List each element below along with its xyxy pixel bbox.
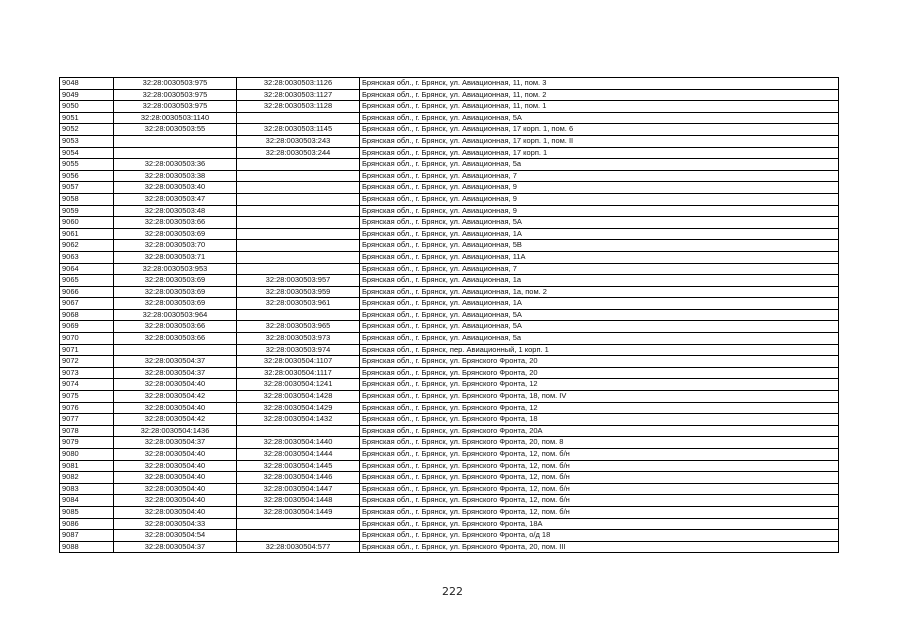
row-number-cell: 9065 <box>60 275 114 287</box>
table-row <box>60 367 839 379</box>
cadastral-number-cell: 32:28:0030504:33 <box>114 518 237 530</box>
object-cadastral-number-cell <box>237 205 360 217</box>
cadastral-number-cell: 32:28:0030504:40 <box>114 379 237 391</box>
object-cadastral-number-cell <box>237 425 360 437</box>
row-number-cell: 9062 <box>60 240 114 252</box>
row-number-cell: 9084 <box>60 495 114 507</box>
address-cell: Брянская обл., г. Брянск, ул. Авиационная, 1А <box>360 228 839 240</box>
cadastral-number-cell: 32:28:0030504:40 <box>114 449 237 461</box>
address-cell: Брянская обл., г. Брянск, ул. Авиационная, 5А <box>360 217 839 229</box>
cadastral-number-cell: 32:28:0030503:953 <box>114 263 237 275</box>
address-cell: Брянская обл., г. Брянск, ул. Брянского Фронта, 12, пом. б/н <box>360 506 839 518</box>
cadastral-number-cell: 32:28:0030503:69 <box>114 228 237 240</box>
table-row <box>60 379 839 391</box>
table-row <box>60 449 839 461</box>
object-cadastral-number-cell: 32:28:0030503:961 <box>237 298 360 310</box>
table-row <box>60 321 839 333</box>
address-cell: Брянская обл., г. Брянск, ул. Авиационная, 17 корп. 1, пом. 6 <box>360 124 839 136</box>
cadastral-number-cell: 32:28:0030504:40 <box>114 402 237 414</box>
cadastral-number-cell: 32:28:0030503:69 <box>114 275 237 287</box>
address-cell: Брянская обл., г. Брянск, ул. Авиационная, 9 <box>360 193 839 205</box>
row-number-cell: 9067 <box>60 298 114 310</box>
cadastral-number-cell: 32:28:0030504:42 <box>114 414 237 426</box>
object-cadastral-number-cell <box>237 251 360 263</box>
address-cell: Брянская обл., г. Брянск, ул. Авиационная, 1А <box>360 298 839 310</box>
table-row <box>60 356 839 368</box>
row-number-cell: 9048 <box>60 78 114 90</box>
address-cell: Брянская обл., г. Брянск, ул. Авиационная, 5а <box>360 333 839 345</box>
object-cadastral-number-cell: 32:28:0030504:1446 <box>237 472 360 484</box>
address-cell: Брянская обл., г. Брянск, ул. Брянского Фронта, 20 <box>360 356 839 368</box>
address-cell: Брянская обл., г. Брянск, ул. Брянского Фронта, 20, пом. III <box>360 541 839 553</box>
cadastral-number-cell: 32:28:0030503:69 <box>114 286 237 298</box>
address-cell: Брянская обл., г. Брянск, ул. Авиационная, 1а, пом. 2 <box>360 286 839 298</box>
row-number-cell: 9052 <box>60 124 114 136</box>
cadastral-number-cell <box>114 147 237 159</box>
object-cadastral-number-cell <box>237 530 360 542</box>
object-cadastral-number-cell: 32:28:0030504:1107 <box>237 356 360 368</box>
cadastral-number-cell: 32:28:0030504:37 <box>114 367 237 379</box>
address-cell: Брянская обл., г. Брянск, ул. Авиационная, 7 <box>360 263 839 275</box>
cadastral-number-cell: 32:28:0030503:66 <box>114 321 237 333</box>
object-cadastral-number-cell: 32:28:0030504:1241 <box>237 379 360 391</box>
cadastral-number-cell: 32:28:0030503:69 <box>114 298 237 310</box>
row-number-cell: 9088 <box>60 541 114 553</box>
object-cadastral-number-cell: 32:28:0030503:1145 <box>237 124 360 136</box>
object-cadastral-number-cell <box>237 263 360 275</box>
object-cadastral-number-cell <box>237 182 360 194</box>
address-cell: Брянская обл., г. Брянск, ул. Брянского Фронта, 12, пом. б/н <box>360 449 839 461</box>
row-number-cell: 9054 <box>60 147 114 159</box>
row-number-cell: 9053 <box>60 135 114 147</box>
table-row <box>60 217 839 229</box>
row-number-cell: 9072 <box>60 356 114 368</box>
cadastral-number-cell: 32:28:0030504:37 <box>114 437 237 449</box>
address-cell: Брянская обл., г. Брянск, ул. Авиационная, 5а <box>360 159 839 171</box>
cadastral-number-cell: 32:28:0030504:37 <box>114 541 237 553</box>
table-row <box>60 425 839 437</box>
row-number-cell: 9071 <box>60 344 114 356</box>
cadastral-number-cell: 32:28:0030504:37 <box>114 356 237 368</box>
cadastral-number-cell: 32:28:0030503:66 <box>114 217 237 229</box>
object-cadastral-number-cell: 32:28:0030503:974 <box>237 344 360 356</box>
cadastral-number-cell: 32:28:0030503:70 <box>114 240 237 252</box>
cadastral-number-cell: 32:28:0030503:38 <box>114 170 237 182</box>
row-number-cell: 9059 <box>60 205 114 217</box>
row-number-cell: 9085 <box>60 506 114 518</box>
object-cadastral-number-cell: 32:28:0030503:973 <box>237 333 360 345</box>
cadastral-number-cell: 32:28:0030503:964 <box>114 309 237 321</box>
object-cadastral-number-cell: 32:28:0030503:965 <box>237 321 360 333</box>
address-cell: Брянская обл., г. Брянск, ул. Брянского Фронта, 12, пом. б/н <box>360 460 839 472</box>
row-number-cell: 9077 <box>60 414 114 426</box>
object-cadastral-number-cell: 32:28:0030504:1445 <box>237 460 360 472</box>
object-cadastral-number-cell: 32:28:0030504:1447 <box>237 483 360 495</box>
address-cell: Брянская обл., г. Брянск, ул. Авиационная, 5А <box>360 112 839 124</box>
cadastral-number-cell: 32:28:0030504:40 <box>114 460 237 472</box>
object-cadastral-number-cell: 32:28:0030504:1444 <box>237 449 360 461</box>
cadastral-number-cell: 32:28:0030503:975 <box>114 78 237 90</box>
address-cell: Брянская обл., г. Брянск, ул. Авиационная, 5А <box>360 309 839 321</box>
address-cell: Брянская обл., г. Брянск, ул. Авиационная, 11А <box>360 251 839 263</box>
table-row <box>60 228 839 240</box>
row-number-cell: 9057 <box>60 182 114 194</box>
table-row <box>60 159 839 171</box>
row-number-cell: 9076 <box>60 402 114 414</box>
cadastral-number-cell: 32:28:0030504:40 <box>114 472 237 484</box>
table-row <box>60 344 839 356</box>
object-cadastral-number-cell: 32:28:0030504:1440 <box>237 437 360 449</box>
address-cell: Брянская обл., г. Брянск, ул. Брянского Фронта, 18А <box>360 518 839 530</box>
row-number-cell: 9063 <box>60 251 114 263</box>
object-cadastral-number-cell: 32:28:0030503:244 <box>237 147 360 159</box>
table-row <box>60 251 839 263</box>
row-number-cell: 9061 <box>60 228 114 240</box>
object-cadastral-number-cell <box>237 228 360 240</box>
address-cell: Брянская обл., г. Брянск, ул. Авиационная, 1а <box>360 275 839 287</box>
table-row <box>60 483 839 495</box>
row-number-cell: 9086 <box>60 518 114 530</box>
table-row <box>60 460 839 472</box>
table-row <box>60 193 839 205</box>
row-number-cell: 9056 <box>60 170 114 182</box>
cadastral-number-cell: 32:28:0030503:66 <box>114 333 237 345</box>
row-number-cell: 9078 <box>60 425 114 437</box>
registry-table-body <box>60 78 839 553</box>
cadastral-number-cell: 32:28:0030503:71 <box>114 251 237 263</box>
row-number-cell: 9087 <box>60 530 114 542</box>
table-row <box>60 506 839 518</box>
address-cell: Брянская обл., г. Брянск, ул. Авиационная, 11, пом. 1 <box>360 101 839 113</box>
cadastral-number-cell: 32:28:0030504:54 <box>114 530 237 542</box>
cadastral-number-cell: 32:28:0030503:40 <box>114 182 237 194</box>
object-cadastral-number-cell: 32:28:0030504:1448 <box>237 495 360 507</box>
registry-table <box>59 77 839 553</box>
table-row <box>60 89 839 101</box>
address-cell: Брянская обл., г. Брянск, ул. Авиационная, 5В <box>360 240 839 252</box>
object-cadastral-number-cell <box>237 112 360 124</box>
object-cadastral-number-cell: 32:28:0030503:959 <box>237 286 360 298</box>
object-cadastral-number-cell <box>237 309 360 321</box>
cadastral-number-cell: 32:28:0030503:47 <box>114 193 237 205</box>
object-cadastral-number-cell: 32:28:0030504:1117 <box>237 367 360 379</box>
cadastral-number-cell: 32:28:0030504:40 <box>114 506 237 518</box>
table-row <box>60 298 839 310</box>
table-row <box>60 472 839 484</box>
cadastral-number-cell: 32:28:0030503:55 <box>114 124 237 136</box>
cadastral-number-cell: 32:28:0030504:1436 <box>114 425 237 437</box>
object-cadastral-number-cell: 32:28:0030504:1449 <box>237 506 360 518</box>
table-row <box>60 78 839 90</box>
object-cadastral-number-cell: 32:28:0030504:1428 <box>237 391 360 403</box>
row-number-cell: 9073 <box>60 367 114 379</box>
row-number-cell: 9068 <box>60 309 114 321</box>
cadastral-number-cell: 32:28:0030504:40 <box>114 495 237 507</box>
cadastral-number-cell: 32:28:0030504:42 <box>114 391 237 403</box>
row-number-cell: 9070 <box>60 333 114 345</box>
address-cell: Брянская обл., г. Брянск, ул. Брянского Фронта, 18, пом. IV <box>360 391 839 403</box>
address-cell: Брянская обл., г. Брянск, ул. Авиационная, 17 корп. 1 <box>360 147 839 159</box>
object-cadastral-number-cell <box>237 159 360 171</box>
table-row <box>60 541 839 553</box>
table-row <box>60 495 839 507</box>
address-cell: Брянская обл., г. Брянск, ул. Авиационная, 9 <box>360 205 839 217</box>
row-number-cell: 9080 <box>60 449 114 461</box>
row-number-cell: 9066 <box>60 286 114 298</box>
table-row <box>60 402 839 414</box>
object-cadastral-number-cell <box>237 217 360 229</box>
object-cadastral-number-cell: 32:28:0030504:577 <box>237 541 360 553</box>
address-cell: Брянская обл., г. Брянск, ул. Авиационная, 7 <box>360 170 839 182</box>
address-cell: Брянская обл., г. Брянск, ул. Авиационная, 5А <box>360 321 839 333</box>
table-row <box>60 530 839 542</box>
address-cell: Брянская обл., г. Брянск, ул. Авиационная, 17 корп. 1, пом. II <box>360 135 839 147</box>
table-row <box>60 275 839 287</box>
table-row <box>60 101 839 113</box>
address-cell: Брянская обл., г. Брянск, пер. Авиационный, 1 корп. 1 <box>360 344 839 356</box>
object-cadastral-number-cell: 32:28:0030503:243 <box>237 135 360 147</box>
address-cell: Брянская обл., г. Брянск, ул. Брянского Фронта, 12, пом. б/н <box>360 495 839 507</box>
table-row <box>60 518 839 530</box>
table-row <box>60 170 839 182</box>
cadastral-number-cell: 32:28:0030503:975 <box>114 89 237 101</box>
table-row <box>60 135 839 147</box>
row-number-cell: 9051 <box>60 112 114 124</box>
row-number-cell: 9081 <box>60 460 114 472</box>
object-cadastral-number-cell <box>237 518 360 530</box>
row-number-cell: 9049 <box>60 89 114 101</box>
object-cadastral-number-cell: 32:28:0030503:1126 <box>237 78 360 90</box>
row-number-cell: 9079 <box>60 437 114 449</box>
object-cadastral-number-cell <box>237 240 360 252</box>
table-row <box>60 147 839 159</box>
row-number-cell: 9082 <box>60 472 114 484</box>
address-cell: Брянская обл., г. Брянск, ул. Авиационная, 11, пом. 2 <box>360 89 839 101</box>
table-row <box>60 112 839 124</box>
object-cadastral-number-cell: 32:28:0030504:1432 <box>237 414 360 426</box>
row-number-cell: 9074 <box>60 379 114 391</box>
row-number-cell: 9064 <box>60 263 114 275</box>
object-cadastral-number-cell: 32:28:0030503:957 <box>237 275 360 287</box>
address-cell: Брянская обл., г. Брянск, ул. Брянского Фронта, 12, пом. б/н <box>360 472 839 484</box>
table-row <box>60 414 839 426</box>
row-number-cell: 9058 <box>60 193 114 205</box>
table-row <box>60 286 839 298</box>
object-cadastral-number-cell: 32:28:0030504:1429 <box>237 402 360 414</box>
address-cell: Брянская обл., г. Брянск, ул. Авиационная, 9 <box>360 182 839 194</box>
address-cell: Брянская обл., г. Брянск, ул. Брянского Фронта, 20 <box>360 367 839 379</box>
table-row <box>60 263 839 275</box>
row-number-cell: 9083 <box>60 483 114 495</box>
object-cadastral-number-cell <box>237 193 360 205</box>
object-cadastral-number-cell <box>237 170 360 182</box>
table-row <box>60 182 839 194</box>
address-cell: Брянская обл., г. Брянск, ул. Брянского Фронта, 20, пом. 8 <box>360 437 839 449</box>
row-number-cell: 9075 <box>60 391 114 403</box>
cadastral-number-cell: 32:28:0030503:1140 <box>114 112 237 124</box>
address-cell: Брянская обл., г. Брянск, ул. Брянского Фронта, 18 <box>360 414 839 426</box>
row-number-cell: 9050 <box>60 101 114 113</box>
row-number-cell: 9060 <box>60 217 114 229</box>
page-number: 222 <box>442 585 463 598</box>
address-cell: Брянская обл., г. Брянск, ул. Брянского Фронта, 20А <box>360 425 839 437</box>
address-cell: Брянская обл., г. Брянск, ул. Брянского Фронта, 12 <box>360 402 839 414</box>
table-row <box>60 205 839 217</box>
cadastral-number-cell <box>114 344 237 356</box>
address-cell: Брянская обл., г. Брянск, ул. Брянского Фронта, 12 <box>360 379 839 391</box>
table-row <box>60 124 839 136</box>
cadastral-number-cell: 32:28:0030503:48 <box>114 205 237 217</box>
cadastral-number-cell: 32:28:0030503:975 <box>114 101 237 113</box>
table-row <box>60 240 839 252</box>
row-number-cell: 9069 <box>60 321 114 333</box>
cadastral-number-cell: 32:28:0030503:36 <box>114 159 237 171</box>
cadastral-number-cell: 32:28:0030504:40 <box>114 483 237 495</box>
table-row <box>60 391 839 403</box>
table-row <box>60 309 839 321</box>
address-cell: Брянская обл., г. Брянск, ул. Брянского Фронта, 12, пом. б/н <box>360 483 839 495</box>
row-number-cell: 9055 <box>60 159 114 171</box>
address-cell: Брянская обл., г. Брянск, ул. Авиационная, 11, пом. 3 <box>360 78 839 90</box>
address-cell: Брянская обл., г. Брянск, ул. Брянского Фронта, о/д 18 <box>360 530 839 542</box>
table-row <box>60 437 839 449</box>
object-cadastral-number-cell: 32:28:0030503:1127 <box>237 89 360 101</box>
cadastral-number-cell <box>114 135 237 147</box>
object-cadastral-number-cell: 32:28:0030503:1128 <box>237 101 360 113</box>
table-row <box>60 333 839 345</box>
